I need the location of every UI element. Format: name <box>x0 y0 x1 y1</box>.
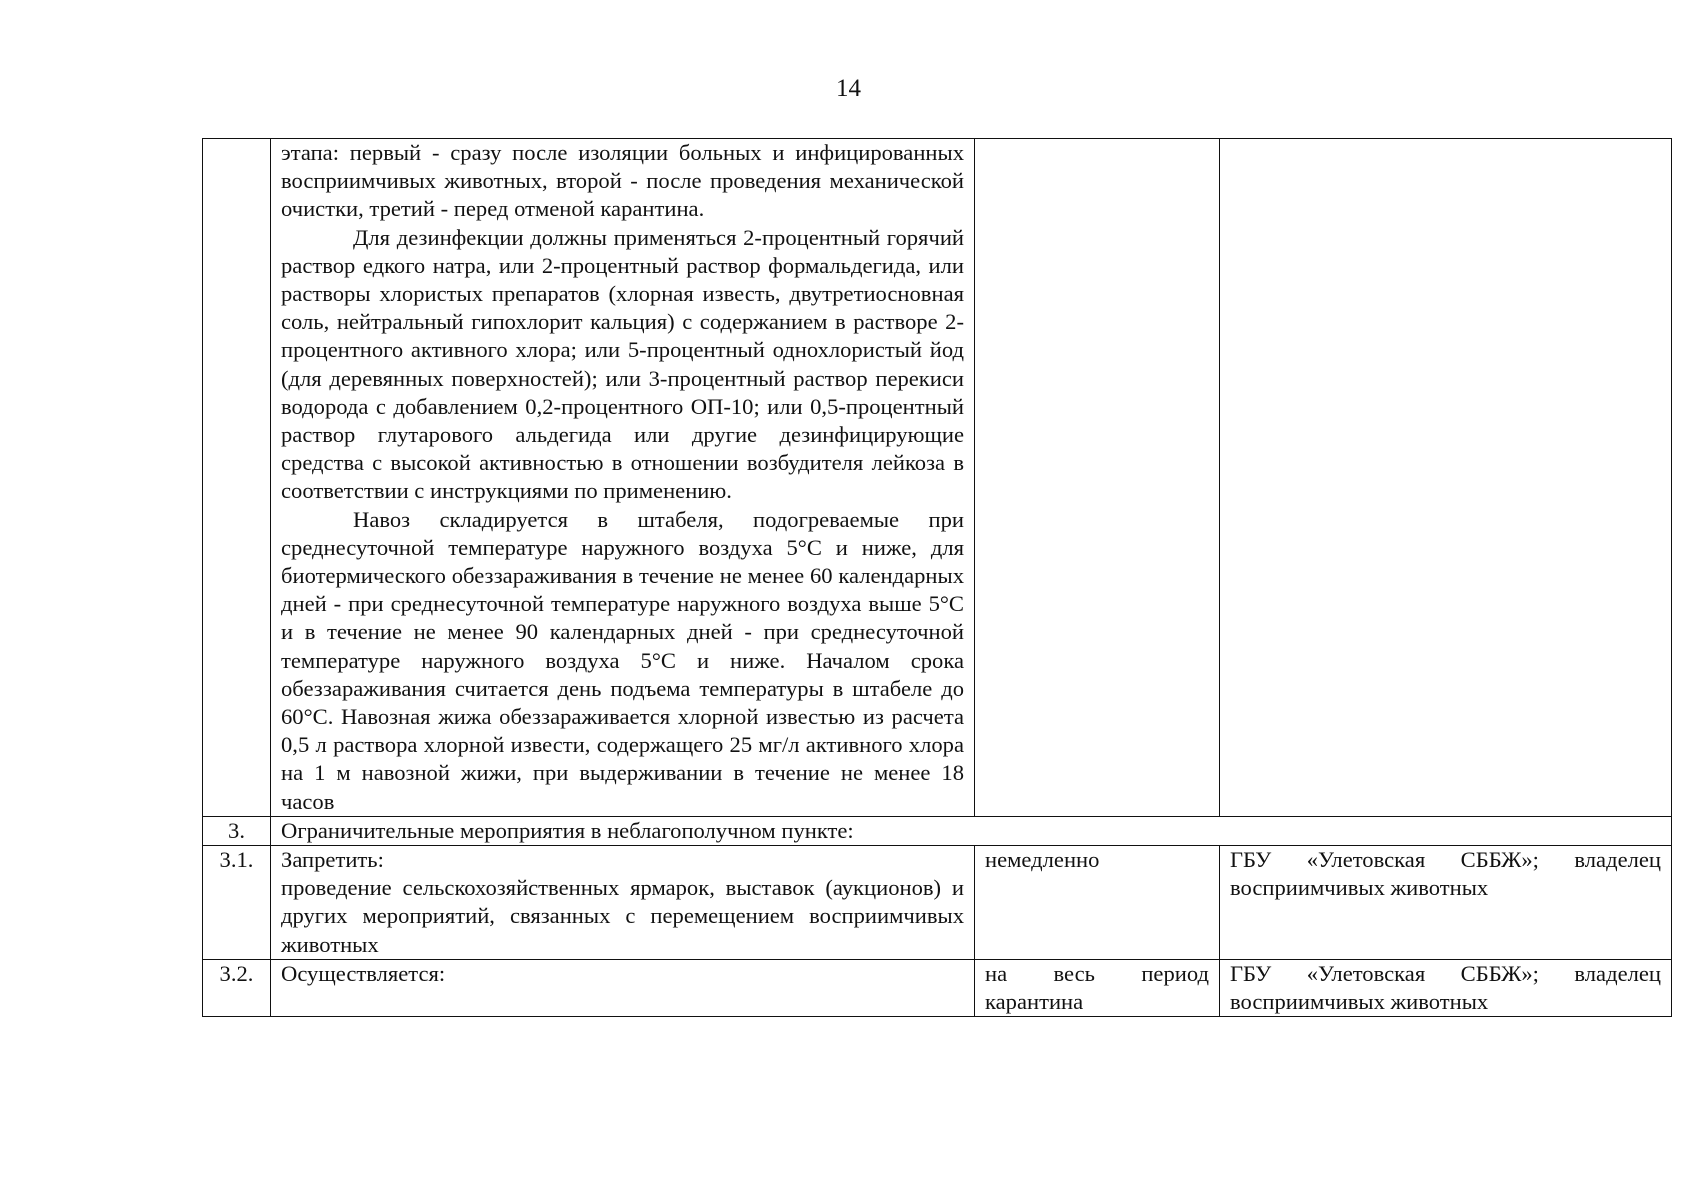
measure-text-cell: Осуществляется: <box>271 959 975 1016</box>
measures-table <box>202 138 1672 1017</box>
responsible-cell <box>1220 139 1672 817</box>
paragraph-disinfection: Для дезинфекции должны применяться 2-процентный горячий раствор едкого натра, или 2-процентный раствор формальдегида, или растворы хлористых препаратов (хлорная известь, двутретиосновная соль, нейтральный гипохлорит кальция) с содержанием в растворе 2-процентного активного хлора; или 5-процентный однохлористый йод (для деревянных поверхностей); или 3-процентный раствор перекиси водорода с добавлением 0,2-процентного ОП-10; или 0,5-процентный раствор глутарового альдегида или другие дезинфицирующие средства с высокой активностью в отношении возбудителя лейкоза в соответствии с инструкциями по применению. <box>281 224 964 504</box>
table-row-continuation <box>203 139 1672 817</box>
section-title-cell: Ограничительные мероприятия в неблагополучном пункте: <box>271 816 1672 845</box>
page-number: 14 <box>836 75 861 102</box>
row-number-cell <box>203 139 271 817</box>
measure-text-cell <box>271 846 975 960</box>
deadline-cell <box>975 139 1220 817</box>
deadline-cell: немедленно <box>975 846 1220 960</box>
measure-heading: Запретить: <box>281 847 384 873</box>
paragraph-stages: этапа: первый - сразу после изоляции больных и инфицированных восприимчивых животных, второй - после проведения механической очистки, третий - перед отменой карантина. <box>281 140 964 222</box>
measure-text-cell <box>271 139 975 817</box>
table-row-3-2 <box>203 959 1672 1016</box>
row-number-cell: 3.1. <box>203 846 271 960</box>
row-number-cell: 3.2. <box>203 959 271 1016</box>
measure-text: проведение сельскохозяйственных ярмарок, выставок (аукционов) и других мероприятий, связанных с перемещением восприимчивых животных <box>281 875 964 957</box>
table-row-3-1 <box>203 846 1672 960</box>
paragraph-manure: Навоз складируется в штабеля, подогреваемые при среднесуточной температуре наружного воздуха 5°C и ниже, для биотермического обеззараживания в течение не менее 60 календарных дней - при среднесуточной температуре наружного воздуха выше 5°C и в течение не менее 90 календарных дней - при среднесуточной температуре наружного воздуха 5°C и ниже. Началом срока обеззараживания считается день подъема температуры в штабеле до 60°C. Навозная жижа обеззараживается хлорной известью из расчета 0,5 л раствора хлорной извести, содержащего 25 мг/л активного хлора на 1 м навозной жижи, при выдерживании в течение не менее 18 часов <box>281 506 964 814</box>
responsible-cell: ГБУ «Улетовская СББЖ»; владелец восприимчивых животных <box>1220 959 1672 1016</box>
deadline-cell: на весь период карантина <box>975 959 1220 1016</box>
row-number-cell: 3. <box>203 816 271 845</box>
table-row-section-3 <box>203 816 1672 845</box>
responsible-cell: ГБУ «Улетовская СББЖ»; владелец восприимчивых животных <box>1220 846 1672 960</box>
